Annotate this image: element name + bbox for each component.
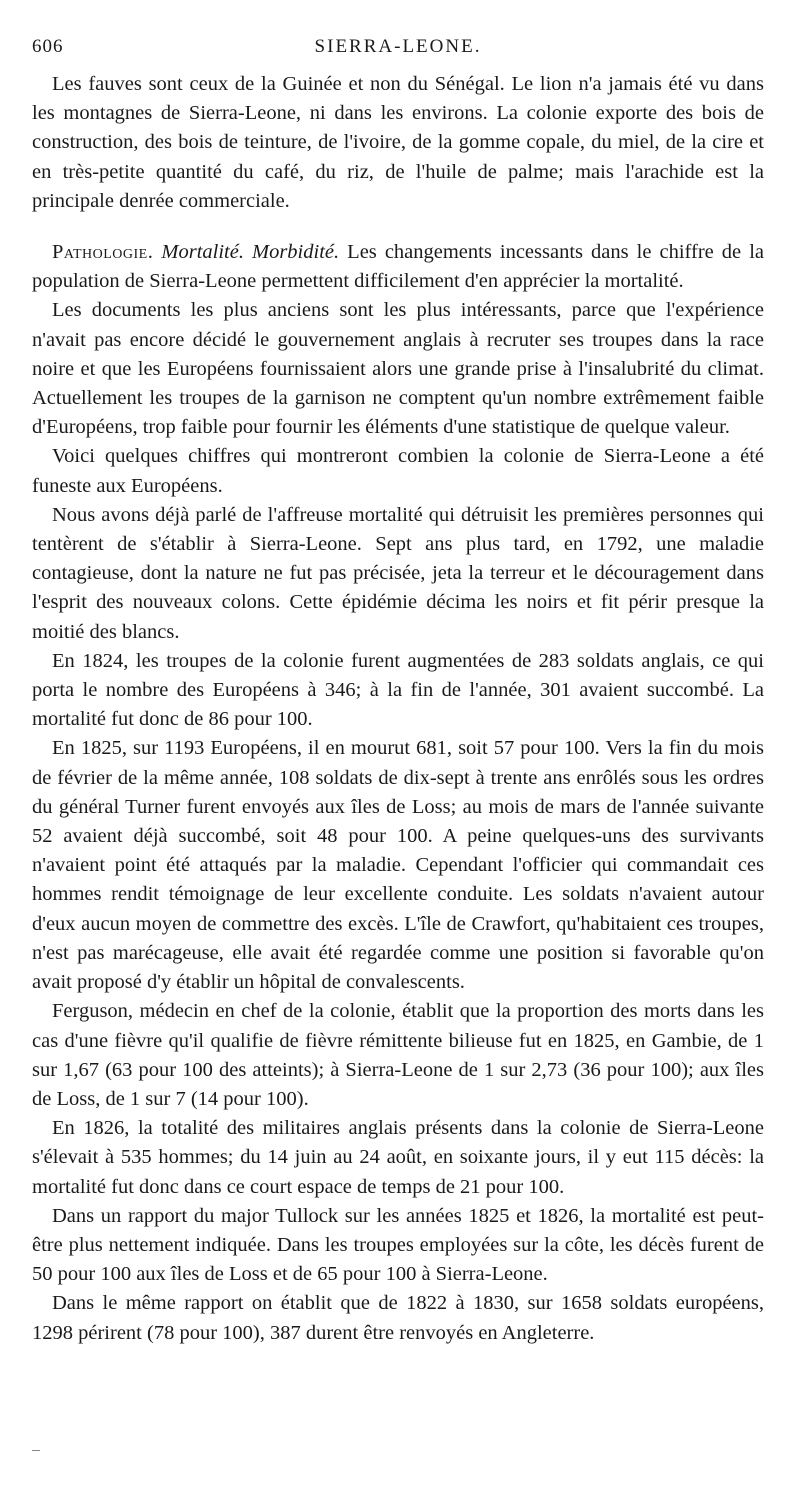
section-subheading: Mortalité. Morbidité.	[161, 241, 340, 264]
paragraph-1825: En 1825, sur 1193 Européens, il en mourut 681, soit 57 pour 100. Vers la fin du mois de février de la même année, 108 soldats de dix-sept à trente ans enrôlés sous les ordres du général Turner furent envoyés aux îles de Loss; au mois de mars de l'année suivante 52 avaient déjà succombé, soit 48 pour 100. A peine quelques-uns des survivants n'avaient point été attaqués par la maladie. Cependant l'officier qui commandait ces hommes rendit témoignage de leur excellente conduite. Les soldats n'avaient autour d'eux aucun moyen de commettre des excès. L'île de Crawfort, qu'habitaient ces troupes, n'est pas marécageuse, elle avait été regardée comme une position si favorable qu'on avait proposé d'y établir un hôpital de convalescents.	[32, 737, 764, 994]
paragraph-documents: Les documents les plus anciens sont les plus intéressants, parce que l'expérience n'avait pas encore décidé le gouvernement anglais à recruter ses troupes dans la race noire et que les Européens fournissaient alors une grande prise à l'insalubrité du climat. Actuellement les troupes de la garnison ne comptent qu'un nombre extrêmement faible d'Européens, trop faible pour fournir les éléments d'une statistique de quelque valeur.	[32, 299, 764, 439]
paragraph-1822-1830: Dans le même rapport on établit que de 1822 à 1830, sur 1658 soldats européens, 1298 périrent (78 pour 100), 387 durent être renvoyés en Angleterre.	[32, 1292, 764, 1344]
paragraph-1792: Nous avons déjà parlé de l'affreuse mortalité qui détruisit les premières personnes qui tentèrent de s'établir à Sierra-Leone. Sept ans plus tard, en 1792, une maladie contagieuse, dont la nature ne fut pas précisée, jeta la terreur et le découragement dans l'esprit des nouveaux colons. Cette épidémie décima les noirs et fit périr presque la moitié des blancs.	[32, 503, 764, 643]
section-intro-text: Les changements incessants dans le chiffre de la population de Sierra-Leone permettent difficilement d'en apprécier la mortalité.	[32, 241, 764, 293]
page-number: 606	[32, 36, 64, 57]
paragraph-chiffres: Voici quelques chiffres qui montreront combien la colonie de Sierra-Leone a été funeste aux Européens.	[32, 445, 764, 497]
paragraph-1824: En 1824, les troupes de la colonie furent augmentées de 283 soldats anglais, ce qui porta le nombre des Européens à 346; à la fin de l'année, 301 avaient succombé. La mortalité fut donc de 86 pour 100.	[32, 649, 764, 731]
paragraph-fauves: Les fauves sont ceux de la Guinée et non du Sénégal. Le lion n'a jamais été vu dans les montagnes de Sierra-Leone, ni dans les environs. La colonie exporte des bois de construction, des bois de teinture, de l'ivoire, de la gomme copale, du miel, de la cire et en très-petite quantité du café, du riz, de l'huile de palme; mais l'arachide est la principale denrée commerciale.	[32, 73, 764, 212]
paragraph-1826: En 1826, la totalité des militaires anglais présents dans la colonie de Sierra-Leone s'élevait à 535 hommes; du 14 juin au 24 août, en soixante jours, il y eut 115 décès: la mortalité fut donc dans ce court espace de temps de 21 pour 100.	[32, 1117, 764, 1198]
paragraph-tullock: Dans un rapport du major Tullock sur les années 1825 et 1826, la mortalité est peut-être plus nettement indiquée. Dans les troupes employées sur la côte, les décès furent de 50 pour 100 aux îles de Loss et de 65 pour 100 à Sierra-Leone.	[32, 1204, 764, 1286]
body-text	[32, 70, 764, 1348]
paragraph-pathologie	[32, 238, 764, 296]
running-title: SIERRA-LEONE.	[314, 36, 482, 57]
section-heading: Pathologie.	[52, 241, 154, 264]
running-head	[32, 36, 764, 70]
page-edge-mark	[32, 1450, 40, 1451]
paragraph-ferguson: Ferguson, médecin en chef de la colonie, établit que la proportion des morts dans les cas d'une fièvre qu'il qualifie de fièvre rémittente bilieuse fut en 1825, en Gambie, de 1 sur 1,67 (63 pour 100 des atteints); à Sierra-Leone de 1 sur 2,73 (36 pour 100); aux îles de Loss, de 1 sur 7 (14 pour 100).	[32, 1000, 764, 1110]
